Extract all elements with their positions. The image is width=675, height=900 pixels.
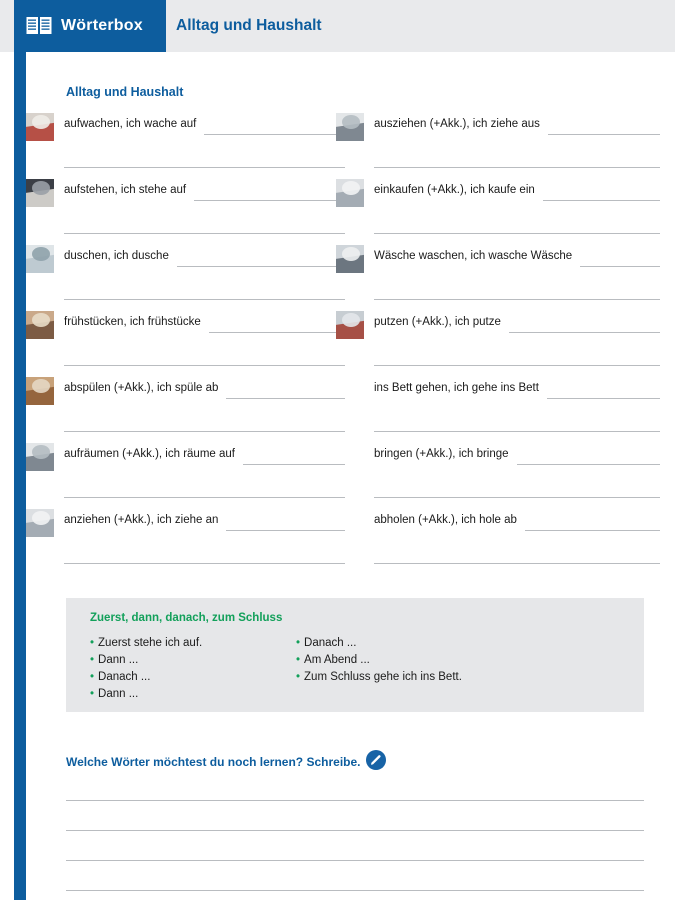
- writing-line[interactable]: [548, 134, 660, 135]
- brand-label: Wörterbox: [61, 17, 143, 34]
- writing-line[interactable]: [64, 299, 345, 300]
- writing-line[interactable]: [374, 299, 660, 300]
- writing-line[interactable]: [194, 200, 345, 201]
- writing-line[interactable]: [525, 530, 660, 531]
- cleaning-bucket-photo: [336, 311, 364, 339]
- writing-line[interactable]: [66, 860, 644, 861]
- bullet-icon: •: [90, 637, 95, 649]
- shopping-photo: [336, 179, 364, 207]
- sequence-item: [296, 635, 462, 652]
- washing-dishes-photo: [26, 377, 54, 405]
- vocabulary-entry: [336, 308, 666, 374]
- vocabulary-entry: [26, 110, 351, 176]
- writing-line[interactable]: [374, 365, 660, 366]
- sequence-item-text: Am Abend ...: [304, 654, 370, 666]
- vocabulary-entry: [26, 506, 351, 572]
- sequence-item-text: Danach ...: [304, 637, 357, 649]
- vocabulary-label: abspülen (+Akk.), ich spüle ab: [64, 382, 219, 394]
- writing-line[interactable]: [64, 497, 345, 498]
- writing-line[interactable]: [226, 398, 345, 399]
- vocabulary-label: aufwachen, ich wache auf: [64, 118, 197, 130]
- sequence-list-left: [90, 635, 202, 703]
- writing-line[interactable]: [204, 134, 345, 135]
- breakfast-photo: [26, 311, 54, 339]
- section-title: Alltag und Haushalt: [66, 85, 184, 99]
- sequence-item-text: Danach ...: [98, 671, 151, 683]
- writing-line[interactable]: [374, 233, 660, 234]
- worksheet-body: [26, 52, 675, 900]
- sequence-item-text: Zum Schluss gehe ich ins Bett.: [304, 671, 462, 683]
- vocabulary-label: aufräumen (+Akk.), ich räume auf: [64, 448, 235, 460]
- shower-photo: [26, 245, 54, 273]
- vocabulary-entry: [336, 374, 666, 440]
- writing-line[interactable]: [517, 464, 660, 465]
- writing-line[interactable]: [374, 431, 660, 432]
- writing-line[interactable]: [177, 266, 345, 267]
- writing-line[interactable]: [580, 266, 660, 267]
- writing-line[interactable]: [64, 167, 345, 168]
- page-title: Alltag und Haushalt: [176, 17, 322, 34]
- bullet-icon: •: [90, 654, 95, 666]
- sequence-item: [90, 652, 202, 669]
- page-header: [0, 0, 675, 52]
- sequence-item-text: Dann ...: [98, 688, 139, 700]
- vocabulary-label: abholen (+Akk.), ich hole ab: [374, 514, 517, 526]
- vocabulary-label: ins Bett gehen, ich gehe ins Bett: [374, 382, 539, 394]
- vocabulary-label: anziehen (+Akk.), ich ziehe an: [64, 514, 219, 526]
- vocabulary-label: ausziehen (+Akk.), ich ziehe aus: [374, 118, 540, 130]
- pencil-icon: [366, 750, 386, 770]
- writing-line[interactable]: [226, 530, 345, 531]
- sequence-item-text: Zuerst stehe ich auf.: [98, 637, 203, 649]
- open-book-icon: [26, 16, 52, 36]
- left-accent-bar: [14, 52, 26, 900]
- bullet-icon: •: [90, 688, 95, 700]
- vocabulary-entry: [336, 506, 666, 572]
- vocabulary-label: putzen (+Akk.), ich putze: [374, 316, 501, 328]
- sequence-item: [90, 669, 202, 686]
- sequence-box-title: Zuerst, dann, danach, zum Schluss: [90, 612, 283, 624]
- bullet-icon: •: [90, 671, 95, 683]
- vocabulary-label: frühstücken, ich frühstücke: [64, 316, 201, 328]
- sequence-list-right: [296, 635, 462, 686]
- bullet-icon: •: [296, 671, 301, 683]
- writing-line[interactable]: [64, 431, 345, 432]
- sequence-item: [90, 686, 202, 703]
- vocabulary-column-right: [336, 110, 666, 572]
- writing-line[interactable]: [64, 563, 345, 564]
- vocabulary-label: einkaufen (+Akk.), ich kaufe ein: [374, 184, 535, 196]
- writing-line[interactable]: [64, 233, 345, 234]
- bullet-icon: •: [296, 637, 301, 649]
- vocabulary-column-left: [26, 110, 351, 572]
- writing-line[interactable]: [374, 497, 660, 498]
- brand-badge: [14, 0, 166, 52]
- writing-line[interactable]: [543, 200, 660, 201]
- vocabulary-entry: [336, 440, 666, 506]
- sequence-item: [296, 652, 462, 669]
- vocabulary-label: aufstehen, ich stehe auf: [64, 184, 187, 196]
- bullet-icon: •: [296, 654, 301, 666]
- sequence-item-text: Dann ...: [98, 654, 139, 666]
- sequence-box: [66, 598, 644, 712]
- writing-line[interactable]: [66, 830, 644, 831]
- writing-line[interactable]: [64, 365, 345, 366]
- vocabulary-entry: [26, 308, 351, 374]
- writing-line[interactable]: [243, 464, 345, 465]
- vocabulary-entry: [336, 176, 666, 242]
- vocabulary-entry: [336, 242, 666, 308]
- vocabulary-entry: [26, 440, 351, 506]
- sequence-item: [296, 669, 462, 686]
- writing-line[interactable]: [547, 398, 660, 399]
- vocabulary-entry: [26, 242, 351, 308]
- writing-line[interactable]: [209, 332, 345, 333]
- writing-line[interactable]: [374, 167, 660, 168]
- vocabulary-entry: [26, 176, 351, 242]
- getting-dressed-photo: [26, 509, 54, 537]
- sequence-item: [90, 635, 202, 652]
- writing-line[interactable]: [66, 890, 644, 891]
- person-getting-up-photo: [26, 179, 54, 207]
- vocabulary-label: Wäsche waschen, ich wasche Wäsche: [374, 250, 573, 262]
- tidying-up-photo: [26, 443, 54, 471]
- vocabulary-entry: [26, 374, 351, 440]
- writing-line[interactable]: [66, 800, 644, 801]
- washing-machine-photo: [336, 245, 364, 273]
- write-prompt: Welche Wörter möchtest du noch lernen? Schreibe.: [66, 755, 361, 769]
- writing-line[interactable]: [509, 332, 660, 333]
- vocabulary-label: duschen, ich dusche: [64, 250, 169, 262]
- writing-line[interactable]: [374, 563, 660, 564]
- vocabulary-label: bringen (+Akk.), ich bringe: [374, 448, 509, 460]
- vocabulary-entry: [336, 110, 666, 176]
- person-waking-up-photo: [26, 113, 54, 141]
- taking-off-clothes-photo: [336, 113, 364, 141]
